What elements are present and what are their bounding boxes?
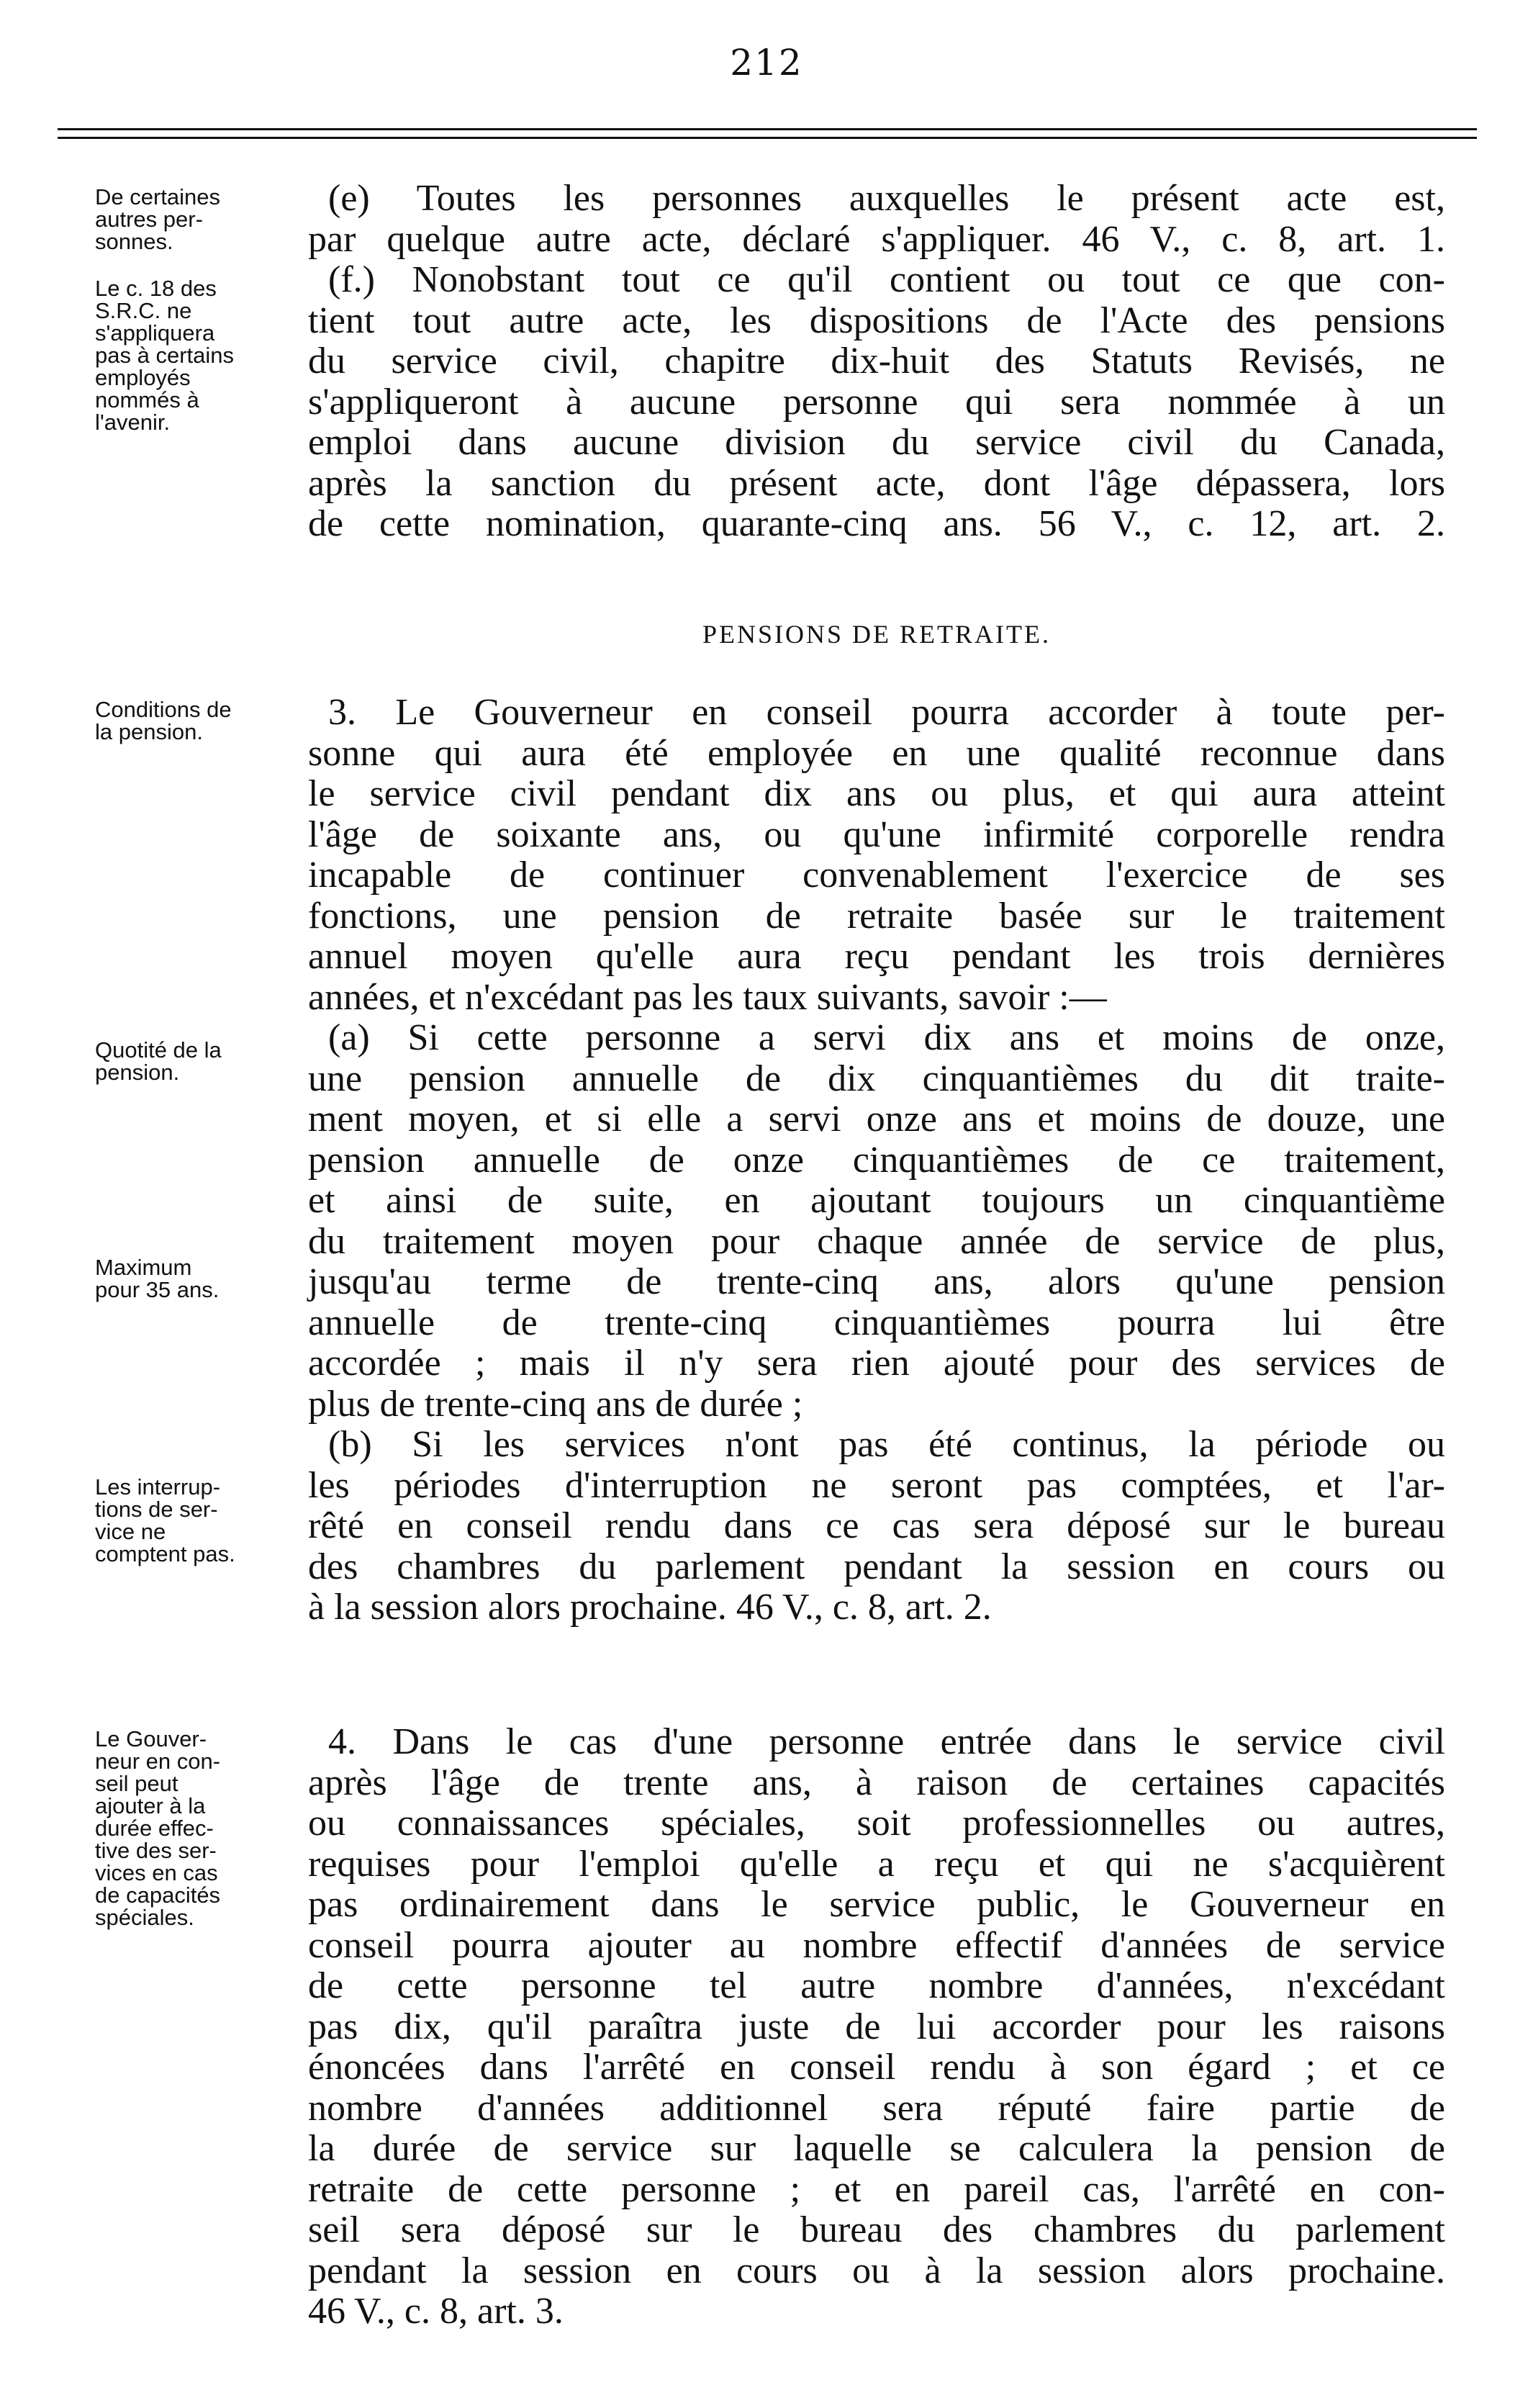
margin-note-autres-personnes [95, 186, 289, 253]
text-line: (f.) Nonobstant tout ce qu'il contient ou tout ce que con- [328, 259, 1445, 300]
text-line: incapable de continuer convenablement l'exercice de ses [308, 854, 1445, 896]
text-line: annuelle de trente-cinq cinquantièmes pourra lui être [308, 1302, 1445, 1343]
text-line: énoncées dans l'arrêté en conseil rendu à son égard ; et ce [308, 2047, 1445, 2088]
page-number: 212 [730, 42, 803, 84]
margin-note-line: pension. [95, 1060, 180, 1085]
margin-note-line: Les interrup- [95, 1474, 221, 1500]
text-line: plus de trente-cinq ans de durée ; [308, 1383, 803, 1425]
text-line: 4. Dans le cas d'une personne entrée dans le service civil [328, 1721, 1445, 1762]
margin-note-line: Le c. 18 des [95, 276, 217, 301]
text-line: ou connaissances spéciales, soit professionnelles ou autres, [308, 1803, 1445, 1844]
text-line: une pension annuelle de dix cinquantièmes du dit traite- [308, 1058, 1445, 1099]
margin-note-line: pas à certains [95, 343, 234, 368]
text-line: 46 V., c. 8, art. 3. [308, 2291, 564, 2332]
text-line: seil sera déposé sur le bureau des chambres du parlement [308, 2209, 1445, 2250]
text-line: du traitement moyen pour chaque année de service de plus, [308, 1220, 1445, 1262]
margin-note-interruptions [95, 1476, 289, 1565]
text-line: après l'âge de trente ans, à raison de certaines capacités [308, 1762, 1445, 1803]
text-line: fonctions, une pension de retraite basée sur le traitement [308, 895, 1445, 937]
margin-note-line: autres per- [95, 207, 203, 232]
text-line: requises pour l'emploi qu'elle a reçu et qui ne s'acquièrent [308, 1843, 1445, 1885]
margin-note-line: l'avenir. [95, 410, 171, 435]
text-line: (e) Toutes les personnes auxquelles le présent acte est, [328, 178, 1445, 219]
margin-note-quotite [95, 1039, 289, 1083]
text-line: conseil pourra ajouter au nombre effectif d'années de service [308, 1924, 1445, 1966]
margin-note-line: seil peut [95, 1771, 178, 1796]
margin-note-line: tive des ser- [95, 1838, 217, 1863]
section-heading: PENSIONS DE RETRAITE. [702, 620, 1051, 649]
margin-note-line: employés [95, 365, 191, 390]
text-line: emploi dans aucune division du service civil du Canada, [308, 422, 1445, 463]
text-line: accordée ; mais il n'y sera rien ajouté pour des services de [308, 1343, 1445, 1384]
text-line: de cette nomination, quarante-cinq ans. 56 V., c. 12, art. 2. [308, 503, 1445, 544]
text-line: (a) Si cette personne a servi dix ans et moins de onze, [328, 1017, 1445, 1058]
margin-note-line: sonnes. [95, 229, 173, 254]
margin-note-line: la pension. [95, 719, 203, 744]
text-line: s'appliqueront à aucune personne qui sera nommée à un [308, 381, 1445, 423]
text-line: pension annuelle de onze cinquantièmes de ce traitement, [308, 1139, 1445, 1181]
margin-note-line: Maximum [95, 1255, 192, 1280]
margin-note-line: de capacités [95, 1882, 221, 1908]
text-line: jusqu'au terme de trente-cinq ans, alors qu'une pension [308, 1261, 1445, 1302]
header-rule-bottom [58, 137, 1477, 139]
text-line: rêté en conseil rendu dans ce cas sera déposé sur le bureau [308, 1505, 1445, 1546]
margin-note-line: Le Gouver- [95, 1726, 207, 1751]
section-4 [308, 1722, 1445, 2332]
text-line: à la session alors prochaine. 46 V., c. 8, art. 2. [308, 1587, 992, 1628]
text-line: et ainsi de suite, en ajoutant toujours un cinquantième [308, 1180, 1445, 1221]
text-line: (b) Si les services n'ont pas été continus, la période ou [328, 1424, 1445, 1465]
margin-note-line: vice ne [95, 1519, 166, 1544]
text-line: tient tout autre acte, les dispositions de l'Acte des pensions [308, 299, 1445, 341]
margin-note-src-c18 [95, 277, 289, 433]
margin-note-line: tions de ser- [95, 1497, 218, 1522]
margin-note-line: ajouter à la [95, 1793, 206, 1818]
text-line: l'âge de soixante ans, ou qu'une infirmité corporelle rendra [308, 813, 1445, 855]
text-line: pendant la session en cours ou à la session alors prochaine. [308, 2250, 1445, 2291]
text-line: ment moyen, et si elle a servi onze ans et moins de douze, une [308, 1099, 1445, 1140]
text-line: années, et n'excédant pas les taux suivants, savoir :— [308, 976, 1107, 1018]
text-line: des chambres du parlement pendant la session en cours ou [308, 1546, 1445, 1587]
section-3 [308, 693, 1445, 1628]
margin-note-line: spéciales. [95, 1905, 194, 1930]
margin-note-gouverneur [95, 1728, 289, 1929]
margin-note-conditions [95, 698, 289, 743]
margin-note-line: s'appliquera [95, 320, 215, 346]
text-line: annuel moyen qu'elle aura reçu pendant les trois dernières [308, 936, 1445, 977]
margin-note-line: nommés à [95, 387, 199, 412]
text-line: après la sanction du présent acte, dont l'âge dépassera, lors [308, 462, 1445, 504]
margin-note-line: durée effec- [95, 1816, 214, 1841]
text-line: de cette personne tel autre nombre d'années, n'excédant [308, 1965, 1445, 2006]
text-line: retraite de cette personne ; et en pareil cas, l'arrêté en con- [308, 2168, 1445, 2210]
margin-note-line: Quotité de la [95, 1037, 222, 1063]
text-line: pas ordinairement dans le service public, le Gouverneur en [308, 1884, 1445, 1925]
text-line: sonne qui aura été employée en une qualité reconnue dans [308, 732, 1445, 774]
header-rule-top [58, 128, 1477, 130]
text-line: du service civil, chapitre dix-huit des Statuts Revisés, ne [308, 341, 1445, 382]
margin-note-maximum [95, 1256, 289, 1301]
text-line: nombre d'années additionnel sera réputé faire partie de [308, 2087, 1445, 2129]
margin-note-line: pour 35 ans. [95, 1277, 220, 1302]
margin-note-line: De certaines [95, 184, 221, 209]
text-line: pas dix, qu'il paraîtra juste de lui accorder pour les raisons [308, 2006, 1445, 2047]
margin-note-line: vices en cas [95, 1860, 218, 1885]
text-line: 3. Le Gouverneur en conseil pourra accorder à toute per- [328, 692, 1445, 733]
text-line: le service civil pendant dix ans ou plus, et qui aura atteint [308, 773, 1445, 814]
margin-note-line: Conditions de [95, 697, 232, 722]
margin-note-line: comptent pas. [95, 1541, 235, 1566]
paragraph-e-f [308, 179, 1445, 545]
text-line: les périodes d'interruption ne seront pas comptées, et l'ar- [308, 1464, 1445, 1506]
margin-note-line: neur en con- [95, 1749, 221, 1774]
margin-note-line: S.R.C. ne [95, 298, 192, 323]
text-line: la durée de service sur laquelle se calculera la pension de [308, 2128, 1445, 2169]
text-line: par quelque autre acte, déclaré s'appliquer. 46 V., c. 8, art. 1. [308, 218, 1445, 260]
